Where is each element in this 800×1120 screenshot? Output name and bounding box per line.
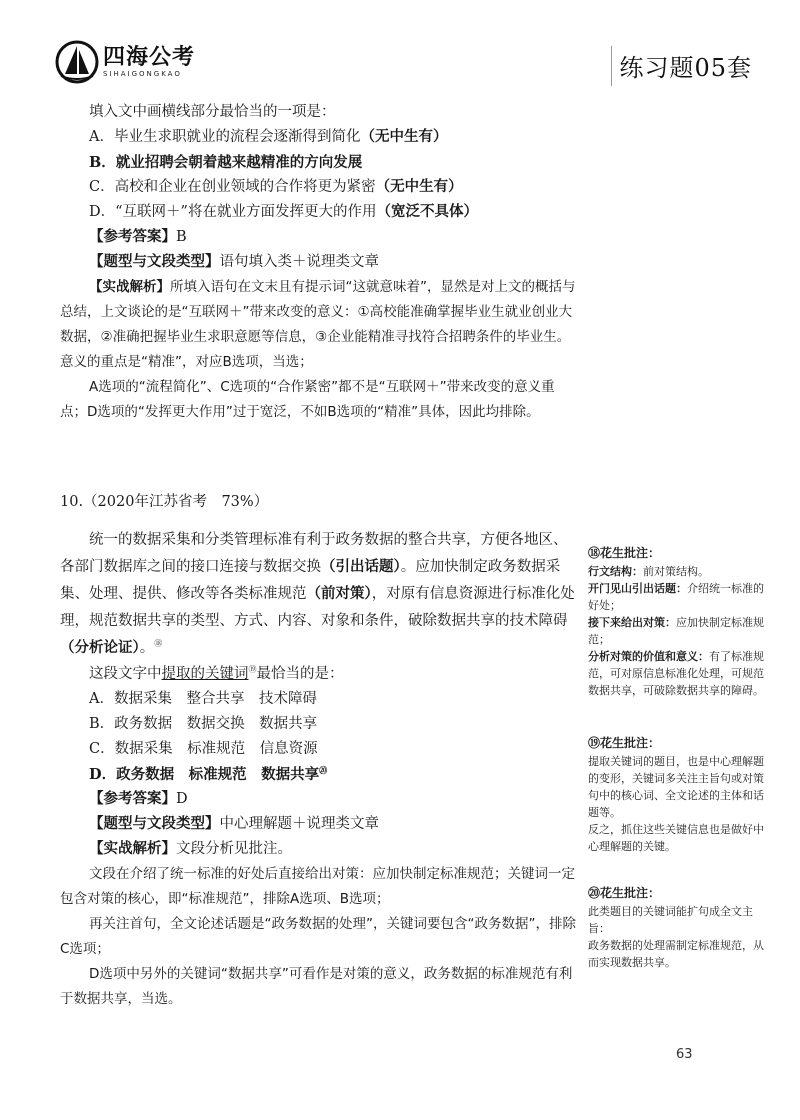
q10-option-c: C．数据采集 标准规范 信息资源: [89, 741, 318, 757]
q10-answer: 【参考答案】D: [89, 791, 188, 807]
page-number: 63: [676, 1047, 693, 1062]
q9-prompt: 填入文中画横线部分最恰当的一项是：: [89, 104, 336, 120]
annotation-marker-20: ⑳: [319, 765, 328, 776]
logo: [55, 40, 195, 84]
side-note-18: ⑱花生批注： 行文结构：前对策结构。 开门见山引出话题：介绍统一标准的好处； 接下来给出对策：应加快制定标准规范； 分析对策的价值和意义：有了标准规范，可对原信息标准化处理，可规范数据共享，可破除数据共享的障碍。: [588, 545, 768, 699]
q9-option-b: B．就业招聘会朝着越来越精准的方向发展: [89, 154, 363, 171]
q10-passage: 统一的数据采集和分类管理标准有利于政务数据的整合共享，方便各地区、各部门数据库之间的接口连接与数据交换（引出话题）。应加快制定政务数据采集、处理、提供、修改等各类标准规范（前对策），对原有信息资源进行标准化处理，规范数据共享的类型、方式、内容、对象和条件，破除数据共享的技术障碍（分析论证）。⑱: [60, 532, 575, 656]
q9-option-c: C．高校和企业在创业领域的合作将更为紧密（无中生有）: [89, 179, 463, 195]
logo-name: 四海公考: [103, 45, 196, 70]
q10-type: 【题型与文段类型】中心理解题＋说理类文章: [89, 816, 379, 832]
q10-prompt: 这段文字中提取的关键词⑲最恰当的是：: [89, 665, 344, 682]
annotation-marker-19: ⑲: [248, 665, 257, 675]
set-title: 练习题05套: [619, 48, 752, 83]
q9-option-a: A．毕业生求职就业的流程会逐渐得到简化（无中生有）: [89, 129, 448, 145]
sailboat-logo-icon: [55, 40, 99, 84]
q10-option-b: B．政务数据 数据交换 数据共享: [89, 716, 318, 732]
page-header: [40, 28, 760, 88]
q10-analysis-2: 再关注首句，全文论述话题是“政务数据的处理”，关键词要包含“政务数据”，排除C选项；: [60, 916, 576, 957]
side-note-title: ⑲花生批注：: [588, 736, 661, 750]
q9-answer: 【参考答案】B: [89, 229, 187, 245]
q9-type: 【题型与文段类型】语句填入类＋说理类文章: [89, 254, 379, 270]
side-note-title: ⑳花生批注：: [588, 886, 661, 900]
side-note-title: ⑱花生批注：: [588, 546, 661, 560]
side-note-19: ⑲花生批注： 提取关键词的题目，也是中心理解题的变形，关键词多关注主旨句或对策句中的核心词、全文论述的主体和话题等。 反之，抓住这些关键信息也是做好中心理解题的关键。: [588, 735, 768, 855]
q10-analysis-1: 文段在介绍了统一标准的好处后直接给出对策：应加快制定标准规范；关键词一定包含对策的核心，即“标准规范”，排除A选项、B选项；: [60, 866, 575, 907]
q9-analysis: 【实战解析】所填入语句在文末且有提示词“这就意味着”，显然是对上文的概括与总结，上文谈论的是“互联网＋”带来改变的意义：①高校能准确掌握毕业生就业创业大数据，②准确把握毕业生求职意愿等信息，③企业能精准寻找符合招聘条件的毕业生。意义的重点是“精准”，对应B选项，当选；: [60, 279, 576, 370]
q10-option-a: A．数据采集 整合共享 技术障碍: [89, 691, 317, 707]
q10-heading: 10.（2020年江苏省考 73%）: [60, 494, 269, 510]
side-note-20: ⑳花生批注： 此类题目的关键词能扩句成全文主旨： 政务数据的处理需制定标准规范，从而实现数据共享。: [588, 885, 768, 971]
logo-subtitle: SIHAIGONGKAO: [103, 70, 182, 78]
q10-option-d: D．政务数据 标准规范 数据共享⑳: [89, 765, 328, 783]
question-10: [60, 490, 580, 1012]
q10-analysis-3: D选项中另外的关键词“数据共享”可看作是对策的意义，政务数据的标准规范有利于数据共享，当选。: [60, 966, 573, 1007]
q10-analysis: 【实战解析】文段分析见批注。: [89, 841, 292, 857]
question-9: [60, 100, 580, 425]
q9-option-d: D．“互联网＋”将在就业方面发挥更大的作用（宽泛不具体）: [89, 204, 478, 220]
q9-analysis-2: A选项的“流程简化”、C选项的“合作紧密”都不是“互联网＋”带来改变的意义重点；D选项的“发挥更大作用”过于宽泛，不如B选项的“精准”具体，因此均排除。: [60, 379, 555, 420]
annotation-marker-18: ⑱: [154, 639, 163, 649]
